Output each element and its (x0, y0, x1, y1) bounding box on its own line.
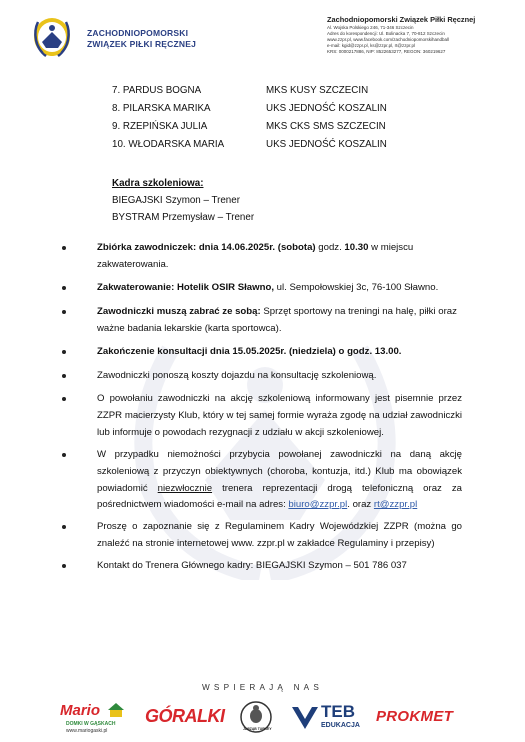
email-link-rt[interactable]: rt@zzpr.pl (373, 499, 418, 511)
bullet-text: Kontakt do Trenera Głównego kadry: BIEGAJSKI Szymon – 501 786 037 (97, 560, 407, 571)
jarzab-name: JARZĄB TURKEY (243, 727, 272, 731)
player-club: MKS KUSY SZCZECIN (266, 85, 369, 96)
bullet-club-notice (62, 391, 462, 441)
email-link-biuro[interactable]: biuro@zzpr.pl (288, 499, 348, 511)
list-item (112, 82, 472, 100)
sponsor-logo-teb (290, 700, 362, 736)
list-item (112, 118, 472, 136)
contact-block (327, 15, 522, 55)
contact-correspondence: Adres do korespondencji: Ul. Bolinacka 7, 70-812 Szczecin (327, 31, 445, 37)
list-item (112, 136, 472, 154)
bullet-text: Zawodniczki ponoszą koszty dojazdu na konsultację szkoleniową. (97, 370, 377, 381)
bullet-dot (62, 374, 66, 378)
bullet-dot (62, 246, 66, 250)
bullet-text (97, 304, 462, 338)
bullet-dot (62, 286, 66, 290)
gathering-date: Zbiórka zawodniczek: dnia 14.06.2025r. (sobota) (97, 242, 316, 253)
bullet-accommodation (62, 280, 462, 297)
gathering-label: godz. (315, 242, 345, 253)
mario-name: Mario (60, 702, 101, 719)
equipment-label: Zawodniczki muszą zabrać ze sobą: (97, 306, 261, 317)
bullet-dot (62, 397, 66, 401)
contact-email: e-mail: kgid@zzpr.pl, ks@zzpr.pl, rt@zzpr.pl (327, 43, 415, 49)
org-name (87, 28, 196, 50)
sponsors-heading: WSPIERAJĄ NAS (201, 683, 324, 692)
player-name: 8. PILARSKA MARIKA (112, 103, 211, 114)
org-name-line2: ZWIĄZEK PIŁKI RĘCZNEJ (87, 39, 197, 49)
accommodation-label: Zakwaterowanie: Hotelik OSIR Sławno, (97, 282, 274, 293)
prokmet-name: PROKMET (376, 708, 454, 725)
org-name-line1: ZACHODNIOPOMORSKI (87, 28, 189, 38)
contact-web: www.zzpr.pl, www.facebook.com/zachodniopomorskihandball (327, 37, 450, 43)
contact-registry: KRS: 0000217886, NIP: 8522653277, REGON: 360219627 (327, 49, 446, 55)
absence-text-2: trenera reprezentacji drogą telefoniczną oraz za pośrednictwem wiadomości e-mail na adres: (97, 482, 462, 511)
accommodation-address: ul. Sempołowskiej 3c, 76-100 Sławno. (274, 282, 439, 293)
teb-subtitle: EDUKACJA (321, 722, 360, 729)
absence-text-3: . oraz (347, 499, 374, 511)
player-club: UKS JEDNOŚĆ KOSZALIN (266, 139, 387, 150)
bullet-text: Zakończenie konsultacji dnia 15.05.2025r. (niedziela) o godz. 13.00. (97, 346, 402, 357)
player-list (112, 82, 472, 154)
bullet-text: Proszę o zapoznanie się z Regulaminem Kadry Wojewódzkiej ZZPR (można go znaleźć na stronie internetowej www. zzpr.pl w zakładce Regulaminy i przepisy) (97, 521, 462, 549)
absence-emphasis: niezwłocznie (157, 482, 213, 494)
bullet-contact (62, 558, 462, 575)
player-club: MKS CKS SMS SZCZECIN (266, 121, 386, 132)
contact-title: Zachodniopomorski Związek Piłki Ręcznej (327, 15, 476, 24)
player-name: 9. RZEPIŃSKA JULIA (112, 121, 208, 132)
sponsor-logo-mario (58, 700, 134, 736)
bullet-text (97, 240, 462, 274)
player-name: 10. WŁODARSKA MARIA (112, 139, 225, 150)
gathering-place: w miejscu zakwaterowania. (97, 242, 414, 270)
sponsor-logo-jarzab (236, 700, 276, 736)
gathering-time: 10.30 (344, 242, 369, 253)
mario-website: www.mariogaski.pl (66, 728, 108, 734)
letterhead (0, 0, 525, 62)
zzpr-logo (28, 14, 76, 60)
player-name: 7. PARDUS BOGNA (112, 85, 202, 96)
bullet-dot (62, 350, 66, 354)
goralki-name: GÓRALKI (145, 706, 225, 726)
bullet-equipment (62, 304, 462, 338)
bullet-text: O powołaniu zawodniczki na akcję szkoleniową informowany jest pisemnie przez ZZPR macierzysty Klub, który w tej samej formie wyraża zgodę na udział zawodniczki lub informuje o powodach rezygnacji z udziału w akcji szkoleniowej. (97, 393, 462, 438)
staff-member: BIEGAJSKI Szymon – Trener (112, 195, 240, 206)
teb-name: TEB (321, 702, 355, 721)
bullet-text (97, 447, 462, 514)
bullet-dot (62, 453, 66, 457)
bullet-absence (62, 447, 462, 514)
bullet-dot (62, 564, 66, 568)
bullet-dot (62, 525, 66, 529)
sponsor-logo-prokmet (374, 700, 469, 736)
bullet-end (62, 344, 462, 361)
coaching-staff (112, 175, 254, 226)
bullet-gathering (62, 240, 462, 274)
mario-tagline: DOMKI W GĄSKACH (66, 721, 116, 727)
contact-address: Al. Wojska Polskiego 246, 71-346 Szczecin (327, 25, 414, 30)
absence-text-1: W przypadku niemożności przybycia powołanej zawodniczki na daną akcję szkoleniową z przyczyn obiektywnych (choroba, kontuzja, itd.) Klub ma obowiązek powiadomić (97, 449, 462, 494)
teb-chevron-icon (290, 703, 320, 733)
bullet-dot (62, 310, 66, 314)
sponsor-logo-goralki (143, 700, 223, 736)
bullet-regulations (62, 519, 462, 553)
staff-heading: Kadra szkoleniowa: (112, 178, 204, 189)
bullet-travel-costs (62, 368, 462, 385)
bullet-text (97, 280, 462, 297)
staff-member: BYSTRAM Przemysław – Trener (112, 212, 255, 223)
player-club: UKS JEDNOŚĆ KOSZALIN (266, 103, 387, 114)
list-item (112, 100, 472, 118)
equipment-list: Sprzęt sportowy na treningi na halę, piłki oraz ważne badania lekarskie (karta sportowca). (97, 306, 457, 334)
